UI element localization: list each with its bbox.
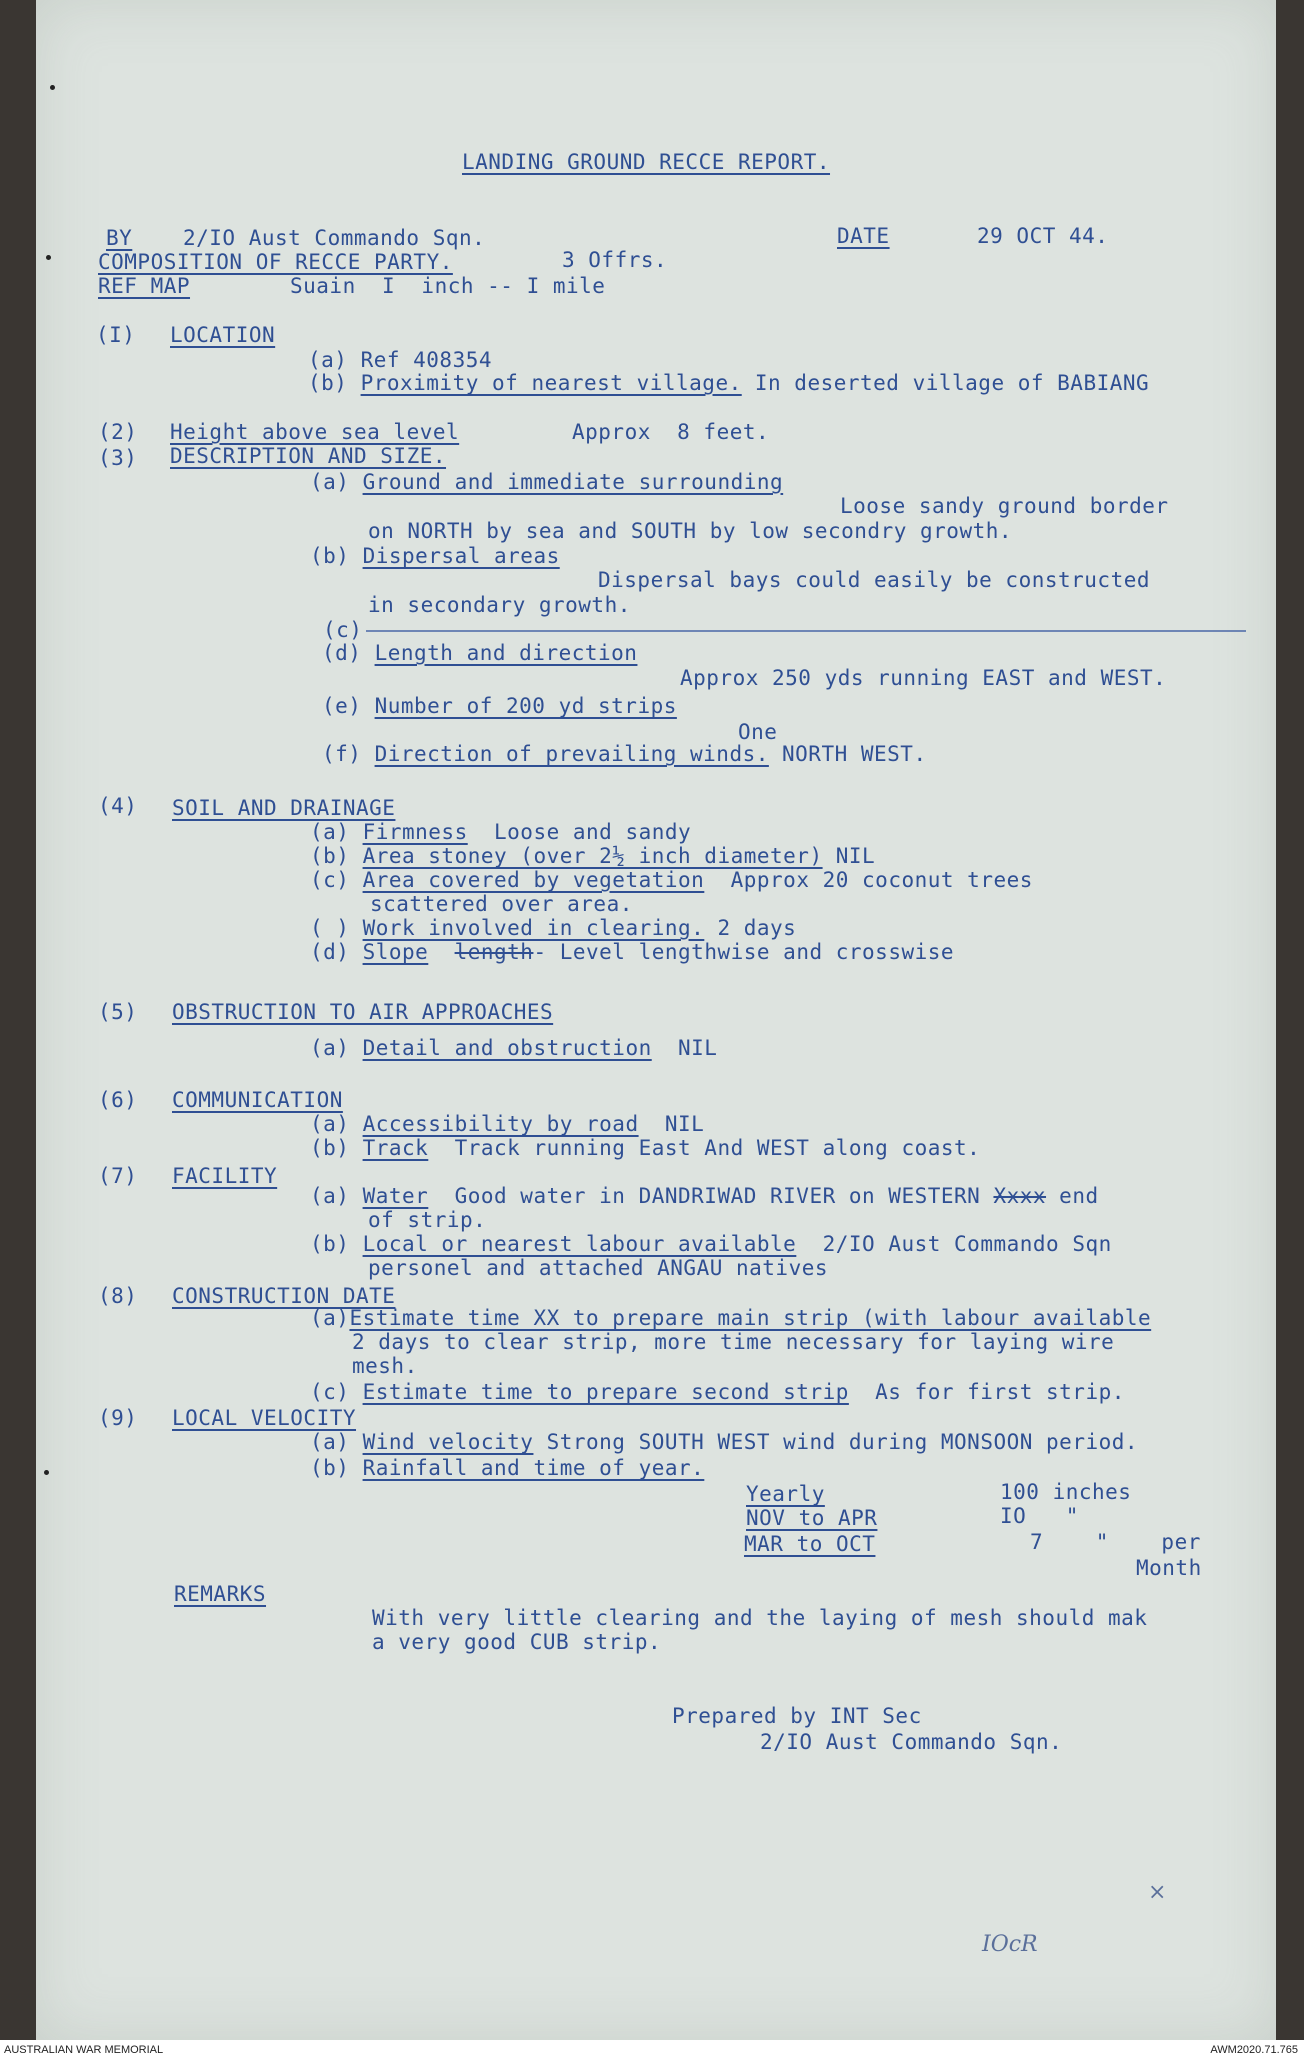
item-row: (b) Rainfall and time of year. [310, 1456, 705, 1480]
section-number: (6) [98, 1088, 138, 1112]
by-value: 2/IO Aust Commando Sqn. [183, 226, 486, 250]
item-text: of strip. [368, 1208, 487, 1232]
section-number: (2) [98, 420, 138, 444]
section-heading: DESCRIPTION AND SIZE. [170, 444, 447, 468]
item-text: One [738, 720, 778, 744]
report-title: LANDING GROUND RECCE REPORT. [462, 150, 831, 174]
rainfall-value: 7 " per [1030, 1530, 1201, 1554]
section-number: (4) [98, 794, 138, 818]
item-row: (a) Accessibility by road NIL [310, 1112, 705, 1136]
unit-name: 2/IO Aust Commando Sqn. [760, 1730, 1063, 1754]
item-text: Loose sandy ground border [840, 494, 1169, 518]
handwritten-mark: × [1148, 1880, 1167, 1905]
section-heading: Height above sea level [170, 420, 460, 444]
rainfall-period: NOV to APR [746, 1506, 878, 1530]
section-heading: COMMUNICATION [172, 1088, 343, 1112]
item-row: (a) Wind velocity Strong SOUTH WEST wind during MONSOON period. [310, 1430, 1139, 1454]
remarks-text: With very little clearing and the laying of mesh should mak [372, 1606, 1148, 1630]
archive-name: AUSTRALIAN WAR MEMORIAL [4, 2044, 164, 2056]
section-number: (8) [98, 1284, 138, 1308]
item-text: (a) Ref 408354 [308, 348, 493, 372]
item-row: (a) Detail and obstruction NIL [310, 1036, 718, 1060]
item-row: (e) Number of 200 yd strips [322, 694, 677, 718]
item-text: 2 days to clear strip, more time necessary for laying wire [352, 1330, 1115, 1354]
item-row: (a) Firmness Loose and sandy [310, 820, 692, 844]
section-value: Approx 8 feet. [572, 420, 770, 444]
section-heading: FACILITY [172, 1164, 278, 1188]
item-label: (c) [323, 618, 363, 642]
item-row: (d) Length and direction [322, 641, 638, 665]
item-row: (c) Estimate time to prepare second strip As for first strip. [310, 1380, 1125, 1404]
punch-hole [46, 255, 51, 260]
map-value: Suain I inch -- I mile [290, 274, 606, 298]
item-text: on NORTH by sea and SOUTH by low secondry growth. [368, 519, 1013, 543]
party-value: 3 Offrs. [562, 248, 668, 272]
section-heading: CONSTRUCTION DATE [172, 1284, 396, 1308]
punch-hole [44, 1470, 49, 1475]
punch-hole [50, 85, 55, 90]
item-row: ( ) Work involved in clearing. 2 days [310, 916, 797, 940]
section-heading: SOIL AND DRAINAGE [172, 796, 396, 820]
item-text: Approx 250 yds running EAST and WEST. [680, 666, 1167, 690]
item-row: (d) Slope length- Level lengthwise and crosswise [310, 940, 955, 964]
section-number: (I) [96, 323, 136, 347]
section-number: (3) [98, 446, 138, 470]
item-text: Dispersal bays could easily be constructed [598, 568, 1151, 592]
section-number: (9) [98, 1406, 138, 1430]
date-value: 29 OCT 44. [977, 224, 1109, 248]
section-number: (5) [98, 1000, 138, 1024]
section-number: (7) [98, 1164, 138, 1188]
handwritten-initials: IOcR [982, 1932, 1038, 1957]
item-text: in secondary growth. [368, 593, 631, 617]
rainfall-period: MAR to OCT [744, 1532, 876, 1556]
item-row: (c) Area covered by vegetation Approx 20 coconut trees [310, 868, 1033, 892]
item-row: (a) Water Good water in DANDRIWAD RIVER on WESTERN Xxxx end [310, 1184, 1099, 1208]
archive-footer [0, 2040, 1304, 2061]
struck-line [366, 630, 1246, 632]
item-row: (b) Area stoney (over 2½ inch diameter) NIL [310, 844, 876, 868]
archive-reference: AWM2020.71.765 [1210, 2044, 1298, 2056]
item-row: (b) Proximity of nearest village. In deserted village of BABIANG [308, 371, 1150, 395]
item-text: scattered over area. [370, 892, 633, 916]
item-row: (b) Track Track running East And WEST along coast. [310, 1136, 981, 1160]
rainfall-value: IO " [1000, 1504, 1079, 1528]
map-label: REF MAP [98, 274, 191, 298]
rainfall-value: 100 inches [1000, 1480, 1132, 1504]
prepared-by: Prepared by INT Sec [672, 1704, 922, 1728]
rainfall-period: Yearly [746, 1482, 825, 1506]
section-heading: OBSTRUCTION TO AIR APPROACHES [172, 1000, 554, 1024]
item-row: (f) Direction of prevailing winds. NORTH WEST. [322, 742, 927, 766]
section-heading: LOCATION [170, 323, 276, 347]
item-text: personel and attached ANGAU natives [368, 1256, 829, 1280]
by-label: BY [106, 226, 133, 250]
rainfall-unit: Month [1136, 1556, 1202, 1580]
item-row: (b) Local or nearest labour available 2/IO Aust Commando Sqn [310, 1232, 1112, 1256]
remarks-heading: REMARKS [174, 1582, 267, 1606]
item-row: (b) Dispersal areas [310, 544, 560, 568]
item-text: mesh. [352, 1354, 418, 1378]
party-label: COMPOSITION OF RECCE PARTY. [98, 250, 453, 274]
date-label: DATE [837, 224, 890, 248]
section-heading: LOCAL VELOCITY [172, 1406, 357, 1430]
item-row: (a) Ground and immediate surrounding [310, 470, 784, 494]
remarks-text: a very good CUB strip. [372, 1630, 662, 1654]
item-row: (a)Estimate time XX to prepare main strip (with labour available [310, 1306, 1152, 1330]
